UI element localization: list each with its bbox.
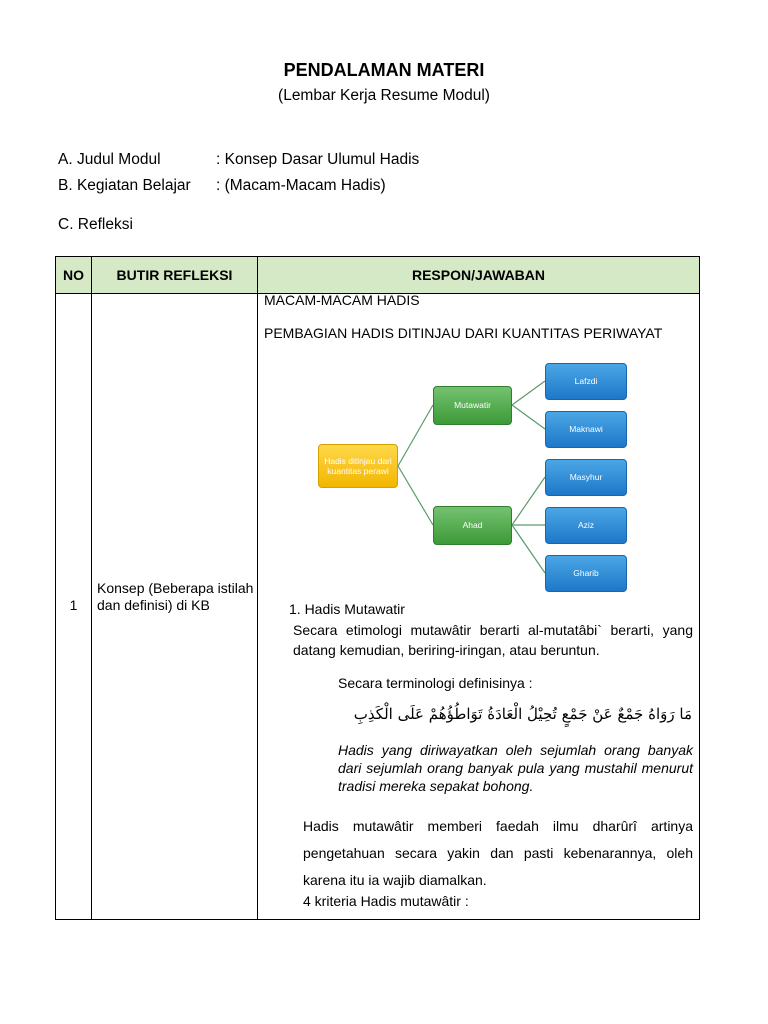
connector-line	[512, 477, 545, 525]
judul-modul-value: : Konsep Dasar Ulumul Hadis	[216, 151, 420, 168]
refleksi-table	[55, 256, 700, 920]
kriteria-label: 4 kriteria Hadis mutawâtir :	[303, 893, 469, 909]
diagram-node-ahad: Ahad	[433, 506, 512, 545]
row-number: 1	[69, 597, 78, 613]
kegiatan-belajar-line	[58, 177, 386, 195]
connector-line	[398, 405, 433, 466]
diagram-node-maknawi: Maknawi	[545, 411, 627, 448]
terminologi-label: Secara terminologi definisinya :	[338, 675, 533, 691]
respon-heading-2: PEMBAGIAN HADIS DITINJAU DARI KUANTITAS PERIWAYAT	[264, 325, 663, 341]
butir-refleksi-text: Konsep (Beberapa istilah dan definisi) di KB	[97, 580, 254, 613]
faedah-text: Hadis mutawâtir memberi faedah ilmu dharûrî artinya pengetahuan secara yakin dan pasti kebenarannya, oleh karena itu ia wajib diamalkan.	[303, 818, 693, 888]
header-butir-refleksi: BUTIR REFLEKSI	[116, 267, 233, 283]
diagram-node-mutawatir: Mutawatir	[433, 386, 512, 425]
kegiatan-belajar-label: B. Kegiatan Belajar	[58, 177, 191, 194]
etimologi-text: Secara etimologi mutawâtir berarti al-mutatâbi` berarti, yang datang kemudian, beriring-iringan, atau beruntun.	[293, 622, 693, 658]
header-respon-jawaban: RESPON/JAWABAN	[411, 267, 546, 283]
definisi-text: Hadis yang diriwayatkan oleh sejumlah orang banyak dari sejumlah orang banyak pula yang mustahil menurut tradisi mereka sepakat bohong.	[338, 742, 693, 794]
page-subtitle: (Lembar Kerja Resume Modul)	[278, 87, 490, 104]
judul-modul-line	[58, 151, 420, 169]
diagram-node-gharib: Gharib	[545, 555, 627, 592]
connector-line	[512, 381, 545, 405]
connector-line	[512, 405, 545, 429]
diagram-node-aziz: Aziz	[545, 507, 627, 544]
diagram-node-masyhur: Masyhur	[545, 459, 627, 496]
refleksi-label: C. Refleksi	[58, 216, 133, 233]
arabic-definition: مَا رَوَاهُ جَمْعٌ عَنْ جَمْعٍ تُحِيْلُ الْعَادَةُ تَوَاطُؤُهُمْ عَلَى الْكَذِبِ	[353, 705, 692, 723]
diagram-root-node: Hadis ditinjau dari kuantitas perawi	[318, 444, 398, 488]
connector-line	[512, 525, 545, 573]
item-title: 1. Hadis Mutawatir	[289, 601, 405, 617]
kegiatan-belajar-value: : (Macam-Macam Hadis)	[216, 177, 386, 194]
page-title: PENDALAMAN MATERI	[283, 60, 485, 80]
judul-modul-label: A. Judul Modul	[58, 151, 161, 168]
connector-line	[398, 466, 433, 525]
respon-heading-1: MACAM-MACAM HADIS	[264, 292, 420, 308]
diagram-node-lafzdi: Lafzdi	[545, 363, 627, 400]
header-no: NO	[63, 267, 84, 283]
